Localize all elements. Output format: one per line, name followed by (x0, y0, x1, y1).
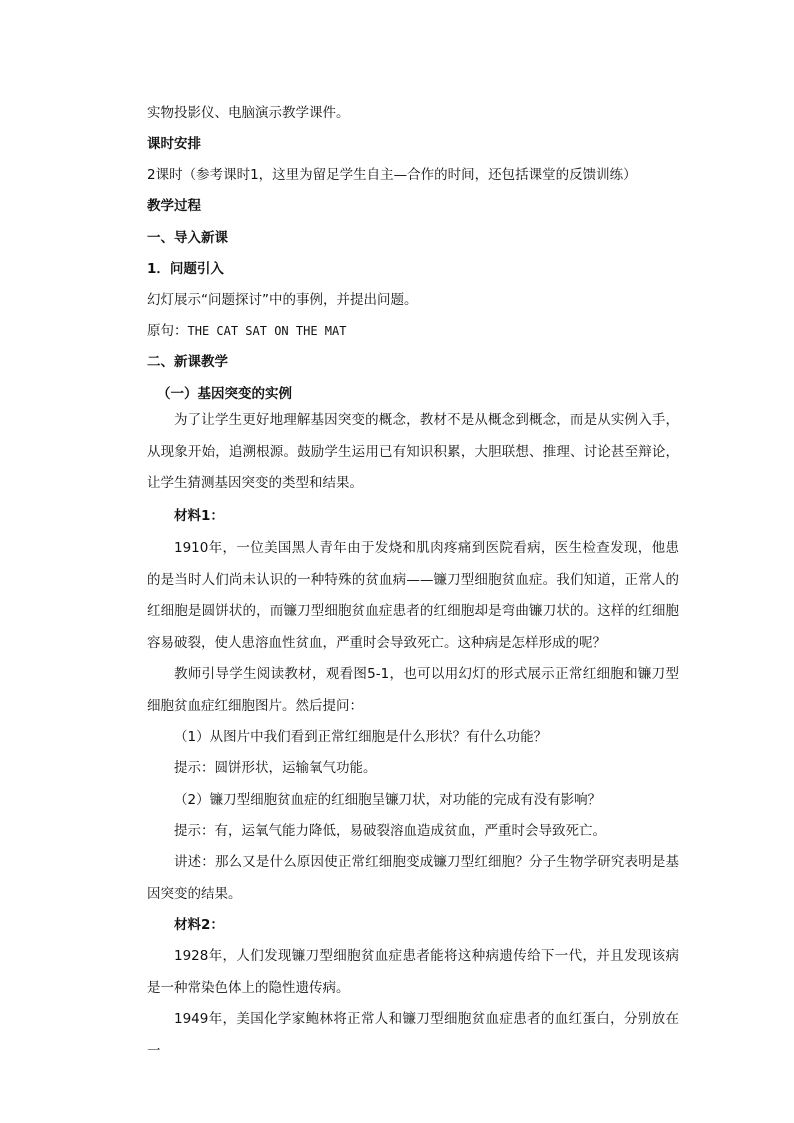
answer-2: 提示：有，运氧气能力降低，易破裂溶血造成贫血，严重时会导致死亡。 (174, 823, 606, 839)
original-sentence-line (147, 322, 346, 340)
heading-intro: 一、导入新课 (147, 230, 228, 246)
material-2-label: 材料2： (174, 917, 224, 933)
heading-process: 教学过程 (147, 198, 201, 214)
schedule-line: 2课时（参考课时1，这里为留足学生自主—合作的时间，还包括课堂的反馈训练） (147, 167, 637, 183)
material-1-label: 材料1： (174, 508, 224, 524)
question-1: （1）从图片中我们看到正常红细胞是什么形状？有什么功能？ (174, 729, 548, 745)
heading-schedule: 课时安排 (147, 136, 201, 152)
heading-question-intro: 1．问题引入 (147, 261, 224, 277)
original-sentence: THE CAT SAT ON THE MAT (187, 324, 347, 338)
paragraph-intro: 为了让学生更好地理解基因突变的概念，教材不是从概念到概念，而是从实例入手，从现象开始，追溯根源。鼓励学生运用已有知识积累，大胆联想、推理、讨论甚至辩论，让学生猜测基因突变的类型和结果。 (147, 412, 679, 491)
heading-new-lesson: 二、新课教学 (147, 354, 228, 370)
original-sentence-prefix: 原句： (147, 323, 188, 339)
question-2: （2）镰刀型细胞贫血症的红细胞呈镰刀状，对功能的完成有没有影响？ (174, 792, 602, 808)
slide-line: 幻灯展示“问题探讨”中的事例，并提出问题。 (147, 292, 418, 308)
answer-1: 提示：圆饼形状，运输氧气功能。 (174, 760, 377, 776)
paragraph-1949: 1949年，美国化学家鲍林将正常人和镰刀型细胞贫血症患者的血红蛋白，分别放在一 (147, 1011, 679, 1059)
paragraph-1910: 1910年，一位美国黑人青年由于发烧和肌肉疼痛到医院看病，医生检查发现，他患的是当时人们尚未认识的一种特殊的贫血病——镰刀型细胞贫血症。我们知道，正常人的红细胞是圆饼状的，而镰刀型细胞贫血症患者的红细胞却是弯曲镰刀状的。这样的红细胞容易破裂，使人患溶血性贫血，严重时会导致死亡。这种病是怎样形成的呢？ (147, 540, 679, 651)
heading-mutation-example: （一）基因突变的实例 (157, 386, 292, 402)
paragraph-1928: 1928年，人们发现镰刀型细胞贫血症患者能将这种病遗传给下一代，并且发现该病是一种常染色体上的隐性遗传病。 (147, 948, 679, 996)
equipment-line: 实物投影仪、电脑演示教学课件。 (147, 105, 350, 121)
paragraph-teacher-guide: 教师引导学生阅读教材，观看图5-1，也可以用幻灯的形式展示正常红细胞和镰刀型细胞贫血症红细胞图片。然后提问： (147, 666, 679, 714)
paragraph-explanation: 讲述：那么又是什么原因使正常红细胞变成镰刀型红细胞？分子生物学研究表明是基因突变的结果。 (147, 854, 679, 902)
